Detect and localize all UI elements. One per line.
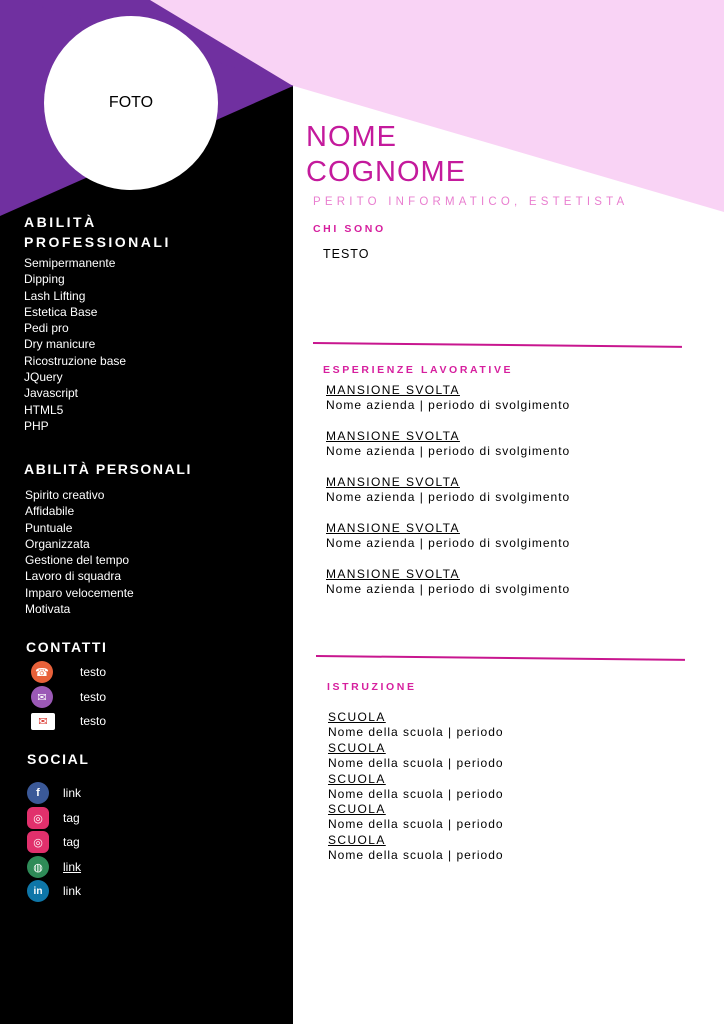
school-title: SCUOLA bbox=[328, 772, 386, 786]
instagram-icon: ◎ bbox=[27, 831, 49, 853]
social-row-instagram-2[interactable] bbox=[27, 831, 80, 853]
skills-professional-list bbox=[24, 255, 126, 434]
list-item: Dry manicure bbox=[24, 337, 96, 352]
job-detail: Nome azienda | periodo di svolgimento bbox=[326, 536, 571, 550]
divider-1 bbox=[313, 342, 682, 348]
list-item: Estetica Base bbox=[24, 304, 98, 319]
education-title: ISTRUZIONE bbox=[327, 681, 417, 693]
title-line-1: ABILITÀ bbox=[24, 214, 97, 230]
education-entry bbox=[328, 833, 504, 863]
social-row-instagram-1[interactable] bbox=[27, 807, 80, 829]
school-detail: Nome della scuola | periodo bbox=[328, 756, 504, 770]
job-entry bbox=[326, 521, 570, 551]
education-entry bbox=[328, 802, 504, 832]
full-name bbox=[306, 120, 466, 190]
list-item: Imparo velocemente bbox=[25, 585, 134, 600]
contacts-title: CONTATTI bbox=[26, 639, 108, 655]
job-detail: Nome azienda | periodo di svolgimento bbox=[326, 398, 571, 412]
education-entry bbox=[328, 741, 504, 771]
facebook-icon: f bbox=[27, 782, 49, 804]
social-row-website[interactable] bbox=[27, 856, 81, 878]
photo-label: FOTO bbox=[108, 94, 154, 111]
list-item: Dipping bbox=[24, 272, 65, 287]
school-detail: Nome della scuola | periodo bbox=[328, 817, 504, 831]
job-detail: Nome azienda | periodo di svolgimento bbox=[326, 444, 571, 458]
job-entry bbox=[326, 567, 570, 597]
contact-text: testo bbox=[80, 665, 107, 679]
instagram-icon: ◎ bbox=[27, 807, 49, 829]
list-item: Semipermanente bbox=[24, 256, 116, 270]
list-item: Lavoro di squadra bbox=[25, 569, 122, 584]
school-detail: Nome della scuola | periodo bbox=[328, 725, 504, 739]
social-text: tag bbox=[63, 835, 80, 849]
social-title: SOCIAL bbox=[27, 751, 90, 767]
list-item: JQuery bbox=[24, 370, 63, 385]
job-role: MANSIONE SVOLTA bbox=[326, 383, 460, 397]
list-item: Javascript bbox=[24, 386, 79, 401]
contact-row-mail[interactable] bbox=[31, 710, 106, 732]
education-entry bbox=[328, 710, 504, 740]
list-item: Lash Lifting bbox=[24, 288, 86, 303]
social-row-linkedin[interactable] bbox=[27, 880, 81, 902]
list-item: Affidabile bbox=[25, 504, 75, 519]
job-entry bbox=[326, 383, 570, 413]
job-entry bbox=[326, 429, 570, 459]
job-role: MANSIONE SVOLTA bbox=[326, 475, 460, 489]
list-item: Gestione del tempo bbox=[25, 553, 130, 568]
first-name: NOME bbox=[306, 121, 397, 153]
list-item: Organizzata bbox=[25, 536, 90, 551]
sidebar bbox=[0, 0, 293, 1024]
list-item: Ricostruzione base bbox=[24, 353, 127, 368]
experience-title: ESPERIENZE LAVORATIVE bbox=[323, 364, 514, 376]
job-entry bbox=[326, 475, 570, 505]
mail-icon: ✉ bbox=[31, 713, 55, 730]
social-row-facebook[interactable] bbox=[27, 782, 81, 804]
title-line-2: PROFESSIONALI bbox=[24, 234, 171, 250]
school-title: SCUOLA bbox=[328, 710, 386, 724]
school-detail: Nome della scuola | periodo bbox=[328, 848, 504, 862]
job-role: MANSIONE SVOLTA bbox=[326, 567, 460, 581]
job-detail: Nome azienda | periodo di svolgimento bbox=[326, 582, 571, 596]
skills-professional-title bbox=[24, 212, 171, 252]
list-item: Spirito creativo bbox=[25, 488, 105, 502]
education-entry bbox=[328, 772, 504, 802]
list-item: HTML5 bbox=[24, 402, 64, 417]
last-name: COGNOME bbox=[306, 156, 467, 188]
main-content bbox=[293, 0, 724, 1024]
job-role: MANSIONE SVOLTA bbox=[326, 429, 460, 443]
about-title: CHI SONO bbox=[313, 223, 386, 235]
linkedin-icon: in bbox=[27, 880, 49, 902]
social-text: tag bbox=[63, 811, 80, 825]
skills-personal-title: ABILITÀ PERSONALI bbox=[24, 461, 192, 477]
social-text: link bbox=[63, 884, 82, 898]
profession-subtitle: PERITO INFORMATICO, ESTETISTA bbox=[313, 196, 629, 208]
social-text: link bbox=[63, 786, 82, 800]
phone-icon: ☎ bbox=[31, 661, 53, 683]
school-title: SCUOLA bbox=[328, 833, 386, 847]
contact-row-chat[interactable] bbox=[31, 686, 106, 708]
globe-icon: ◍ bbox=[27, 856, 49, 878]
about-text: TESTO bbox=[323, 247, 370, 261]
social-text: link bbox=[63, 860, 82, 874]
school-title: SCUOLA bbox=[328, 741, 386, 755]
list-item: PHP bbox=[24, 418, 49, 433]
skills-personal-list bbox=[25, 487, 134, 617]
chat-icon: ✉ bbox=[31, 686, 53, 708]
contact-text: testo bbox=[80, 714, 107, 728]
list-item: Motivata bbox=[25, 602, 71, 617]
contact-row-phone[interactable] bbox=[31, 661, 106, 683]
school-title: SCUOLA bbox=[328, 802, 386, 816]
job-role: MANSIONE SVOLTA bbox=[326, 521, 460, 535]
contact-text: testo bbox=[80, 690, 107, 704]
divider-2 bbox=[316, 655, 685, 661]
list-item: Puntuale bbox=[25, 520, 73, 535]
school-detail: Nome della scuola | periodo bbox=[328, 787, 504, 801]
list-item: Pedi pro bbox=[24, 321, 69, 336]
job-detail: Nome azienda | periodo di svolgimento bbox=[326, 490, 571, 504]
